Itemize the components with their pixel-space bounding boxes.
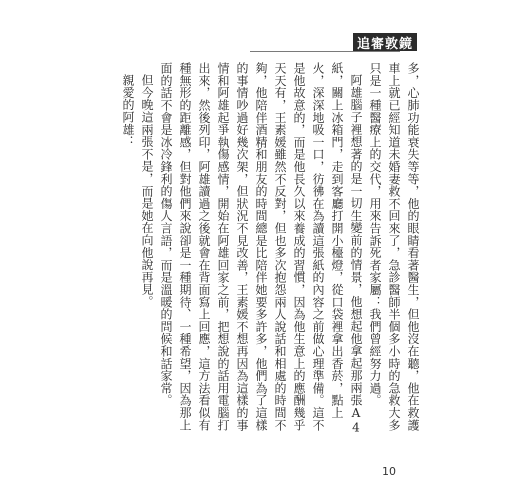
- header-divider: [250, 51, 400, 52]
- paragraph-3: 但今晚這兩張不是，而是她在向他說再見。: [140, 74, 154, 308]
- vertical-text-body: [121, 62, 422, 442]
- running-header-title: 追審敦鏡: [353, 33, 417, 51]
- letter-salutation: 親愛的阿雄：: [121, 74, 135, 148]
- paragraph-2: 阿雄腦子裡想著的是一切生變前的情景，他想起他拿起那兩張A4紙，關上冰箱門，走到客廳打開小檯燈，從口袋裡拿出香菸，點上火，深深地吸一口，彷彿在為讀這張紙的內容之前做心理準備。這不是他故意的，而是他長久以來養成的習慣，因為他生意上的應酬幾乎天天有，王素媛雖然不反對，但也多次抱怨兩人說話和相處的時間不夠，他陪伴酒精和朋友的時間總是比陪伴她要多許多，他們為了這樣的事情吵過好幾次架，但狀況不見改善，王素媛不想再因為這樣的事情和阿雄起爭執傷感情，開始在阿雄回家之前，把想說的話用電腦打出來，然後列印，阿雄讀過之後就會在背面寫上回應，這方法看似有種無形的距離感，但對他們來說卻是一種期待、一種希望，因為那上面的話不會是冰冷鋒利的傷人言語，而是溫暖的問候和話家常。: [159, 62, 363, 435]
- paragraph-1: 多，心肺功能衰失等等，他的眼睛看著醫生，但他沒在聽，他在救護車上就已經知道未婚妻救不回來了，急診醫師半個多小時的急救大多只是一種醫療上的交代，用來告訴死者家屬：我們曾經努力過。: [368, 62, 420, 431]
- page-number: 10: [382, 465, 396, 478]
